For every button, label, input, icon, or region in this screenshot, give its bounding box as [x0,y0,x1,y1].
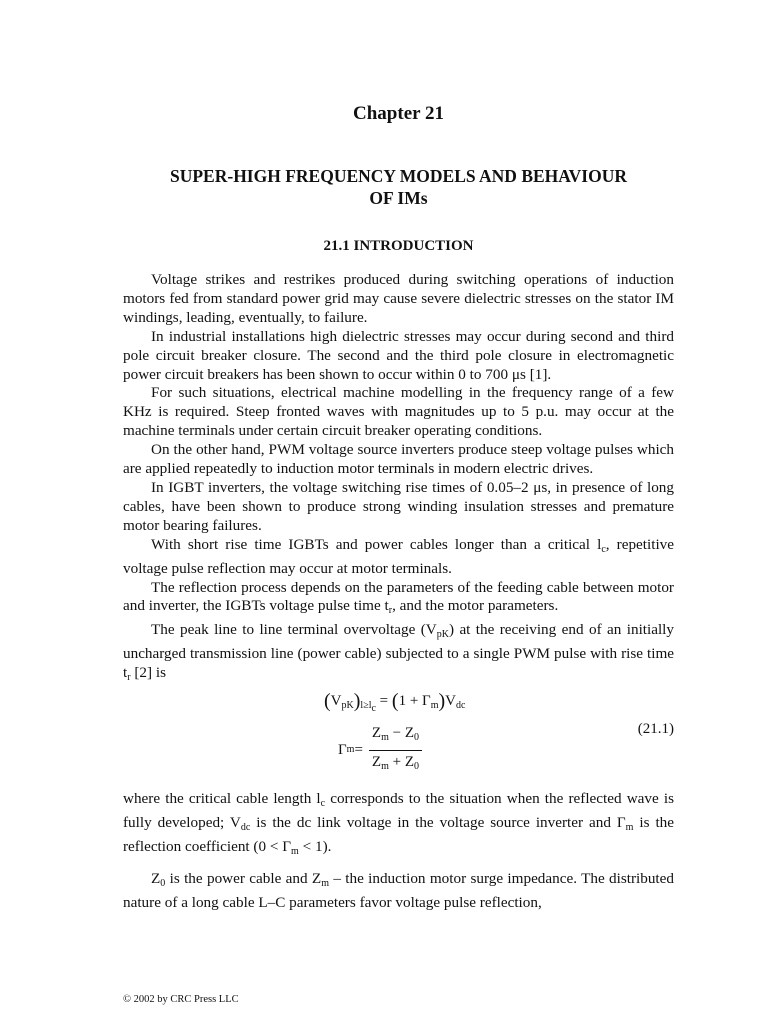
equation-line-2: Γ m = $\frac{Z_m - Z_0}{Z_m + Z_0}$ [338,724,422,777]
copyright-footer: © 2002 by CRC Press LLC [123,994,239,1005]
paragraph-2: In industrial installations high dielectric stresses may occur during second and third pole circuit breaker closure. The second and the third pole closure in electromagnetic power circuit breakers has been shown to occur within 0 to 700 μs [1]. [123,327,674,383]
paragraph-5: In IGBT inverters, the voltage switching rise times of 0.05–2 μs, in presence of long cables, have been shown to produce strong winding insulation stresses and premature motor bearing failures. [123,478,674,534]
paragraph-1: Voltage strikes and restrikes produced during switching operations of induction motors fed from standard power grid may cause severe dielectric stresses on the stator IM windings, leading, eventually, to failure. [123,271,674,326]
paragraph-3: For such situations, electrical machine modelling in the frequency range of a few KHz is required. Steep fronted waves with magnitudes up to 5 p.u. may occur at the machine terminals under certain circuit breaker operating conditions. [123,384,674,440]
paragraph-9: where the critical cable length $l_c$ corresponds to the situation when the reflected wave is fully developed; $V_{dc}$ is the dc link voltage in the voltage source inverter and $\Gamma_m$ is the reflection coefficient $(0 < \Gamma_m < 1)$. [123,790,675,857]
paragraph-7: The reflection process depends on the parameters of the feeding cable between motor and inverter, the IGBTs voltage pulse time $t_r$, and the motor parameters. [123,578,674,617]
section-heading: 21.1 INTRODUCTION [323,238,474,254]
equation-21-1 [123,692,674,778]
body-text [123,271,674,913]
equation-number: (21.1) [637,721,674,738]
paragraph-8: The peak line to line terminal overvoltage $(V_{pK})$ at the receiving end of an initially uncharged transmission line (power cable) subjected to a single PWM pulse with rise time $t_r$ [2] is [123,621,674,684]
paragraph-10: $Z_0$ is the power cable and $Z_m$ – the induction motor surge impedance. The distributed nature of a long cable L–C parameters favor voltage pulse reflection, [123,869,674,911]
reflection-fraction: $\frac{Z_m - Z_0}{Z_m + Z_0}$ [369,724,422,777]
chapter-title [123,165,674,209]
chapter-title-line2: OF IMs [369,188,428,208]
chapter-heading: Chapter 21 [353,103,444,124]
paragraph-6: With short rise time IGBTs and power cables longer than a critical $l_c$, repetitive voltage pulse reflection may occur at motor terminals. [123,535,674,577]
after-equation-text [123,790,674,913]
equation-line-1: $(V_{pK})_{l\ge l_c} = (1 + \Gamma_m)V_{dc}$ [324,690,466,715]
paragraph-4: On the other hand, PWM voltage source inverters produce steep voltage pulses which are applied repeatedly to induction motor terminals in modern electric drives. [123,441,674,478]
chapter-title-line1: SUPER-HIGH FREQUENCY MODELS AND BEHAVIOUR [170,166,627,186]
